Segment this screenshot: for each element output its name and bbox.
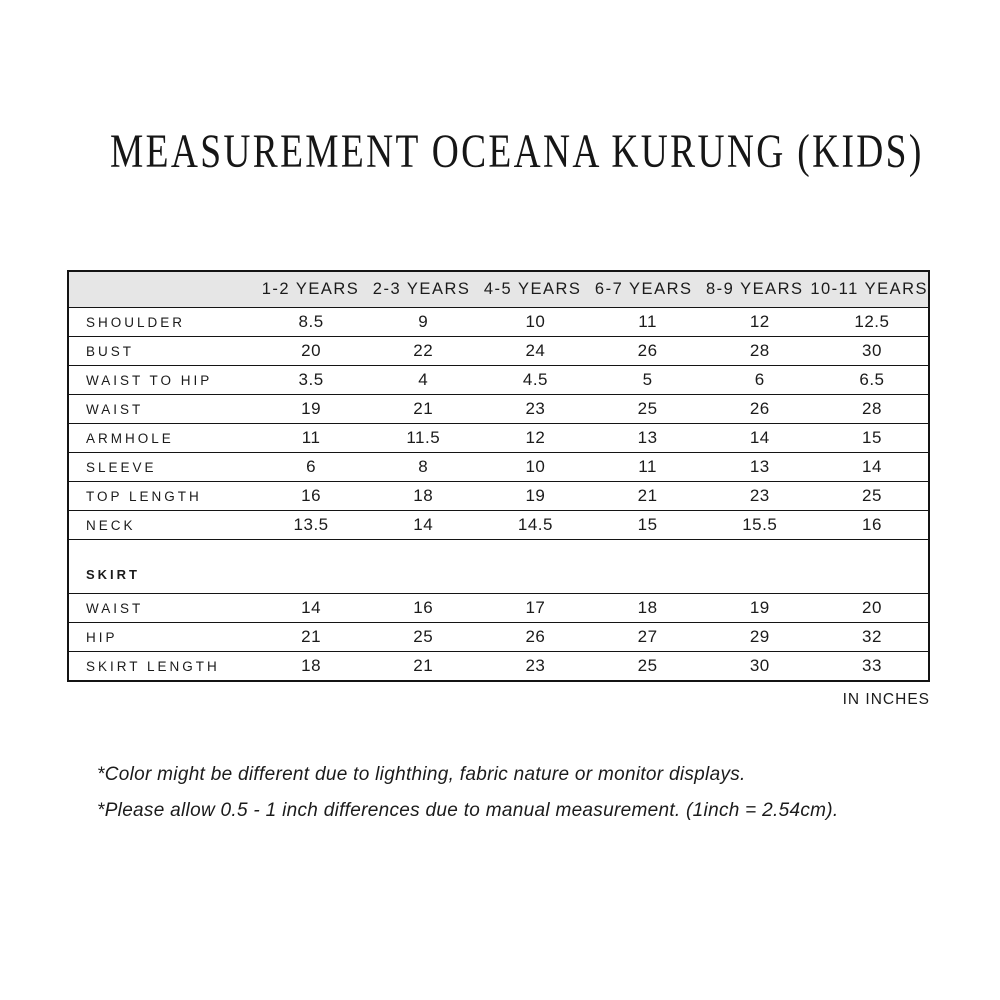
measurement-value: 25 xyxy=(637,656,658,675)
measurement-table xyxy=(67,270,930,682)
measurement-value: 26 xyxy=(525,627,546,646)
row-label: NECK xyxy=(86,517,136,533)
measurement-value: 23 xyxy=(749,486,770,505)
measurement-value: 19 xyxy=(749,598,770,617)
measurement-value: 24 xyxy=(525,341,546,360)
footnote-color-disclaimer: *Color might be different due to lighthing, fabric nature or monitor displays. xyxy=(97,764,746,785)
footnote-measurement-disclaimer: *Please allow 0.5 - 1 inch differences due to manual measurement. (1inch = 2.54cm). xyxy=(97,800,839,821)
measurement-value: 20 xyxy=(861,598,882,617)
measurement-value: 12 xyxy=(749,312,770,331)
table-row xyxy=(69,365,928,394)
measurement-value: 23 xyxy=(525,399,546,418)
measurement-value: 14.5 xyxy=(517,515,553,534)
measurement-value: 10 xyxy=(525,457,546,476)
measurement-value: 10 xyxy=(525,312,546,331)
row-label: ARMHOLE xyxy=(86,430,174,446)
measurement-value: 14 xyxy=(861,457,882,476)
table-row xyxy=(69,307,928,336)
table-row xyxy=(69,593,928,622)
measurement-value: 18 xyxy=(637,598,658,617)
footnotes xyxy=(97,763,838,835)
row-label: SHOULDER xyxy=(86,314,186,330)
table-row xyxy=(69,622,928,651)
section-row xyxy=(69,539,928,593)
measurement-value: 33 xyxy=(861,656,882,675)
table-row xyxy=(69,336,928,365)
column-header: 1-2 YEARS xyxy=(261,280,360,298)
measurement-value: 13 xyxy=(749,457,770,476)
row-label: WAIST xyxy=(86,600,144,616)
measurement-value: 11.5 xyxy=(406,428,441,447)
measurement-value: 23 xyxy=(525,656,546,675)
measurement-value: 25 xyxy=(861,486,882,505)
measurement-value: 14 xyxy=(749,428,770,447)
table-header-row xyxy=(69,272,928,307)
measurement-value: 4.5 xyxy=(522,370,548,389)
column-header: 4-5 YEARS xyxy=(483,280,582,298)
measurement-value: 18 xyxy=(301,656,322,675)
row-label: SLEEVE xyxy=(86,459,157,475)
row-label: HIP xyxy=(86,629,118,645)
measurement-value: 14 xyxy=(301,598,322,617)
measurement-value: 8 xyxy=(418,457,429,476)
table-row xyxy=(69,481,928,510)
measurement-value: 19 xyxy=(301,399,322,418)
measurement-value: 27 xyxy=(637,627,658,646)
measurement-value: 11 xyxy=(301,428,321,447)
measurement-value: 20 xyxy=(301,341,322,360)
measurement-value: 30 xyxy=(861,341,882,360)
page-title: MEASUREMENT OCEANA KURUNG (KIDS) xyxy=(110,125,924,178)
measurement-value: 13 xyxy=(637,428,658,447)
measurement-value: 4 xyxy=(418,370,429,389)
table-row xyxy=(69,394,928,423)
measurement-value: 12 xyxy=(525,428,546,447)
measurement-value: 11 xyxy=(638,457,657,476)
measurement-value: 25 xyxy=(413,627,434,646)
measurement-value: 3.5 xyxy=(298,370,324,389)
measurement-value: 16 xyxy=(861,515,882,534)
measurement-value: 22 xyxy=(413,341,434,360)
table-row xyxy=(69,651,928,680)
measurement-value: 30 xyxy=(749,656,770,675)
measurement-value: 19 xyxy=(525,486,546,505)
row-label: BUST xyxy=(86,343,135,359)
measurement-value: 28 xyxy=(861,399,882,418)
measurement-value: 12.5 xyxy=(854,312,890,331)
measurement-value: 16 xyxy=(301,486,322,505)
column-header: 6-7 YEARS xyxy=(594,280,693,298)
row-label: WAIST xyxy=(86,401,144,417)
row-label: TOP LENGTH xyxy=(86,488,202,504)
measurement-value: 26 xyxy=(637,341,658,360)
measurement-value: 15 xyxy=(637,515,658,534)
row-label: WAIST TO HIP xyxy=(86,372,213,388)
column-header: 2-3 YEARS xyxy=(372,280,471,298)
measurement-value: 15 xyxy=(861,428,882,447)
measurement-value: 16 xyxy=(413,598,434,617)
measurement-value: 32 xyxy=(861,627,882,646)
measurement-value: 6 xyxy=(306,457,317,476)
measurement-value: 21 xyxy=(637,486,658,505)
unit-note: IN INCHES xyxy=(842,691,930,708)
measurement-value: 29 xyxy=(749,627,770,646)
measurement-value: 21 xyxy=(413,399,434,418)
measurement-value: 18 xyxy=(413,486,434,505)
measurement-value: 21 xyxy=(413,656,434,675)
measurement-value: 26 xyxy=(749,399,770,418)
measurement-value: 14 xyxy=(413,515,434,534)
table-row xyxy=(69,452,928,481)
measurement-value: 28 xyxy=(749,341,770,360)
table-row xyxy=(69,423,928,452)
measurement-value: 9 xyxy=(418,312,429,331)
measurement-value: 6 xyxy=(754,370,765,389)
measurement-value: 13.5 xyxy=(293,515,329,534)
row-label: SKIRT xyxy=(86,567,140,582)
row-label: SKIRT LENGTH xyxy=(86,658,220,674)
measurement-value: 25 xyxy=(637,399,658,418)
measurement-value: 11 xyxy=(638,312,657,331)
measurement-value: 8.5 xyxy=(298,312,324,331)
measurement-value: 5 xyxy=(642,370,653,389)
measurement-value: 15.5 xyxy=(742,515,778,534)
measurement-value: 17 xyxy=(525,598,546,617)
measurement-value: 6.5 xyxy=(859,370,885,389)
column-header: 8-9 YEARS xyxy=(705,280,804,298)
measurement-value: 21 xyxy=(301,627,322,646)
table-row xyxy=(69,510,928,539)
column-header: 10-11 YEARS xyxy=(810,280,929,298)
